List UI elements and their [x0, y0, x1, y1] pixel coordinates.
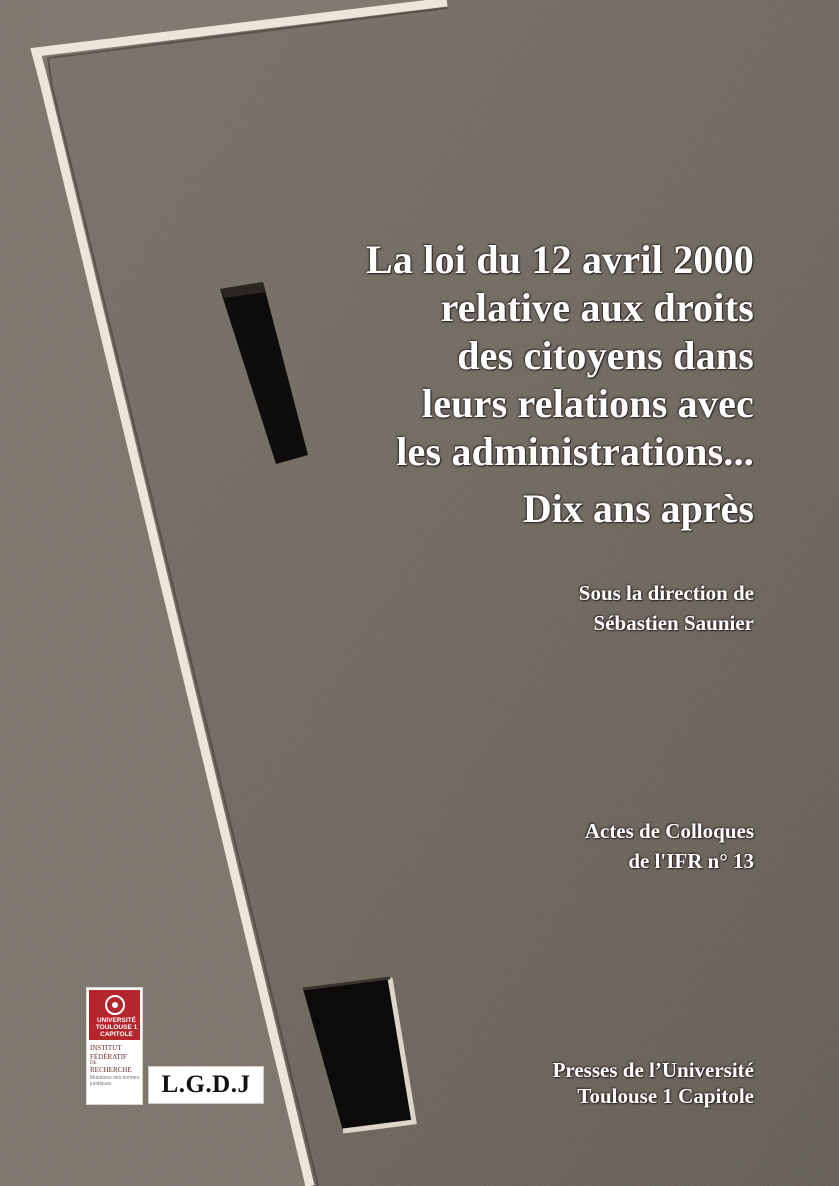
title-line: les administrations... — [396, 429, 754, 474]
university-seal-icon — [105, 995, 125, 1015]
ut1-logo-block — [89, 990, 140, 1040]
ut1-ifr-logo — [86, 987, 143, 1105]
publisher-line: Toulouse 1 Capitole — [577, 1084, 754, 1108]
editor-credit-line: Sous la direction de — [578, 581, 754, 605]
ut1-logo-line: CAPITOLE — [100, 1031, 133, 1038]
ifr-logo-text — [90, 1044, 140, 1087]
lgdj-logo-text: L.G.D.J — [161, 1071, 251, 1098]
ut1-logo-line: TOULOUSE 1 — [95, 1024, 138, 1031]
title-line: des citoyens dans — [457, 333, 754, 378]
title-line: relative aux droits — [440, 285, 754, 330]
ut1-logo-text — [91, 1017, 142, 1038]
title-line: leurs relations avec — [421, 381, 754, 426]
publisher — [553, 1057, 754, 1109]
ut1-logo-line: UNIVERSITÉ — [96, 1017, 136, 1024]
book-subtitle: Dix ans après — [522, 486, 754, 531]
ifr-logo-subtitle: Mutations des normes juridiques — [90, 1074, 140, 1087]
lgdj-logo — [148, 1066, 264, 1104]
series-info — [585, 816, 754, 876]
series-line: de l'IFR n° 13 — [628, 849, 754, 873]
ifr-logo-line: FÉDÉRATIF — [90, 1052, 127, 1061]
ifr-logo-line: INSTITUT — [90, 1044, 122, 1052]
editor-name: Sébastien Saunier — [593, 611, 754, 635]
editor-credit — [579, 578, 754, 638]
ifr-logo-line: RECHERCHE — [90, 1066, 132, 1074]
book-title — [366, 236, 754, 476]
series-line: Actes de Colloques — [584, 819, 754, 843]
publisher-line: Presses de l’Université — [552, 1058, 754, 1082]
title-line: La loi du 12 avril 2000 — [366, 237, 754, 282]
ifr-logo-line: DE — [90, 1061, 97, 1066]
